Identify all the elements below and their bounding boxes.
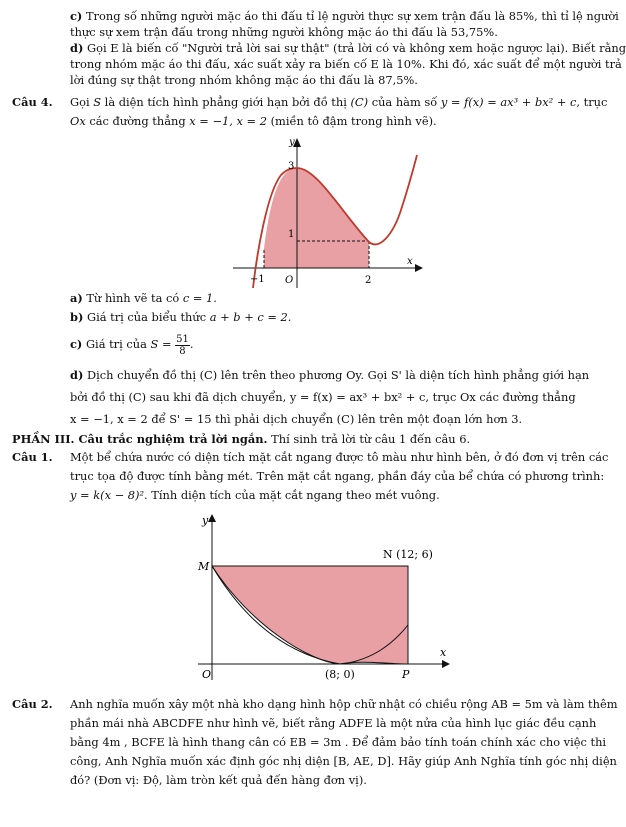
item-label: d)	[70, 41, 84, 55]
y-axis-label: y	[202, 514, 209, 527]
question-line: y = k(x − 8)². Tính diện tích của mặt cắt ngang theo mét vuông.	[70, 488, 440, 502]
text-line: Gọi E là biến cố "Người trả lời sai sự thật" (trả lời có và không xem hoặc ngược lại). Biết rằng	[86, 41, 626, 55]
fraction: $\frac{51}{8}$	[176, 333, 189, 357]
question-line: công, Anh Nghĩa muốn xác định góc nhị diện [B, AE, D]. Hãy giúp Anh Nghĩa tính góc nhị diện	[70, 754, 617, 768]
shaded-region	[212, 566, 408, 664]
question-line: Anh nghĩa muốn xây một nhà kho dạng hình hộp chữ nhật có chiều rộng AB = 5m và làm thêm	[70, 697, 618, 711]
question-label: Câu 2.	[12, 697, 53, 711]
question-line: trục tọa độ được tính bằng mét. Trên mặt cắt ngang, phần đáy của bể chứa có phương trình:	[70, 469, 605, 483]
question-line: Ox các đường thẳng x = −1, x = 2 (miền tô đậm trong hình vẽ).	[70, 114, 437, 128]
shaded-region	[264, 168, 369, 268]
tick-label: 3	[288, 161, 295, 172]
question-line: bằng 4m , BCFE là hình thang cân có EB = 3m . Để đảm bảo tính toán chính xác cho việc thi	[70, 735, 607, 749]
origin-label: O	[202, 668, 212, 681]
item-label: c)	[70, 9, 83, 23]
y-axis-label: y	[289, 137, 295, 148]
tick-label: 2	[365, 275, 372, 286]
question-label: Câu 1.	[12, 450, 53, 464]
text-line: thực sự xem trận đấu trong những người không mặc áo thi đấu là 53,75%.	[70, 25, 498, 39]
question-line: Gọi S là diện tích hình phẳng giới hạn bởi đồ thị (C) của hàm số y = f(x) = ax³ + bx² + c, trục	[70, 95, 608, 109]
question-line: phần mái nhà ABCDFE như hình vẽ, biết rằng ADFE là một nửa của hình lục giác đều cạnh	[70, 716, 597, 730]
section-heading: PHẦN III. Câu trắc nghiệm trả lời ngắn. Thí sinh trả lời từ câu 1 đến câu 6.	[12, 432, 471, 446]
point-P-label: P	[402, 668, 410, 681]
cubic-area-figure	[225, 133, 430, 293]
tick-label: −1	[250, 274, 265, 285]
text-line: lời đúng sự thật trong nhóm không mặc áo thi đấu là 87,5%.	[70, 73, 418, 87]
question-line: đó? (Đơn vị: Độ, làm tròn kết quả đến hàng đơn vị).	[70, 773, 367, 787]
text-line: trong nhóm mặc áo thi đấu, xác suất xảy ra biến cố E là 10%. Khi đó, xác suất để một người trả	[70, 57, 622, 71]
y-axis-arrow	[208, 514, 216, 522]
statement-c: c) Giá trị của S = $\frac{51}{8}$ .	[70, 333, 194, 357]
origin-label: O	[285, 275, 294, 286]
question-label: Câu 4.	[12, 95, 53, 109]
x-axis-label: x	[407, 256, 413, 267]
statement-a: a) Từ hình vẽ ta có c = 1.	[70, 291, 217, 305]
x-axis-arrow	[442, 660, 450, 668]
point-N-label: N (12; 6)	[383, 548, 433, 561]
text-line: x = −1, x = 2 để S' = 15 thì phải dịch chuyển (C) lên trên một đoạn lớn hơn 3.	[70, 412, 523, 426]
statement-b: b) Giá trị của biểu thức a + b + c = 2.	[70, 310, 292, 324]
x-axis-label: x	[440, 646, 447, 659]
tick-label: 1	[288, 229, 295, 240]
text-line: Trong số những người mặc áo thi đấu tỉ lệ người thực sự xem trận đấu là 85%, thì tỉ lệ người	[85, 9, 619, 23]
point-M-label: M	[198, 560, 210, 573]
x-axis-arrow	[415, 264, 423, 272]
question-line: Một bể chứa nước có diện tích mặt cắt ngang được tô màu như hình bên, ở đó đơn vị trên các	[70, 450, 609, 464]
statement-d: d) Dịch chuyển đồ thị (C) lên trên theo phương Oy. Gọi S' là diện tích hình phẳng giới hạn	[70, 368, 590, 382]
text-line: bởi đồ thị (C) sau khi đã dịch chuyển, y = f(x) = ax³ + bx² + c, trục Ox các đường thẳng	[70, 390, 576, 404]
tank-cross-section-figure	[190, 510, 455, 690]
vertex-label: (8; 0)	[325, 668, 355, 681]
